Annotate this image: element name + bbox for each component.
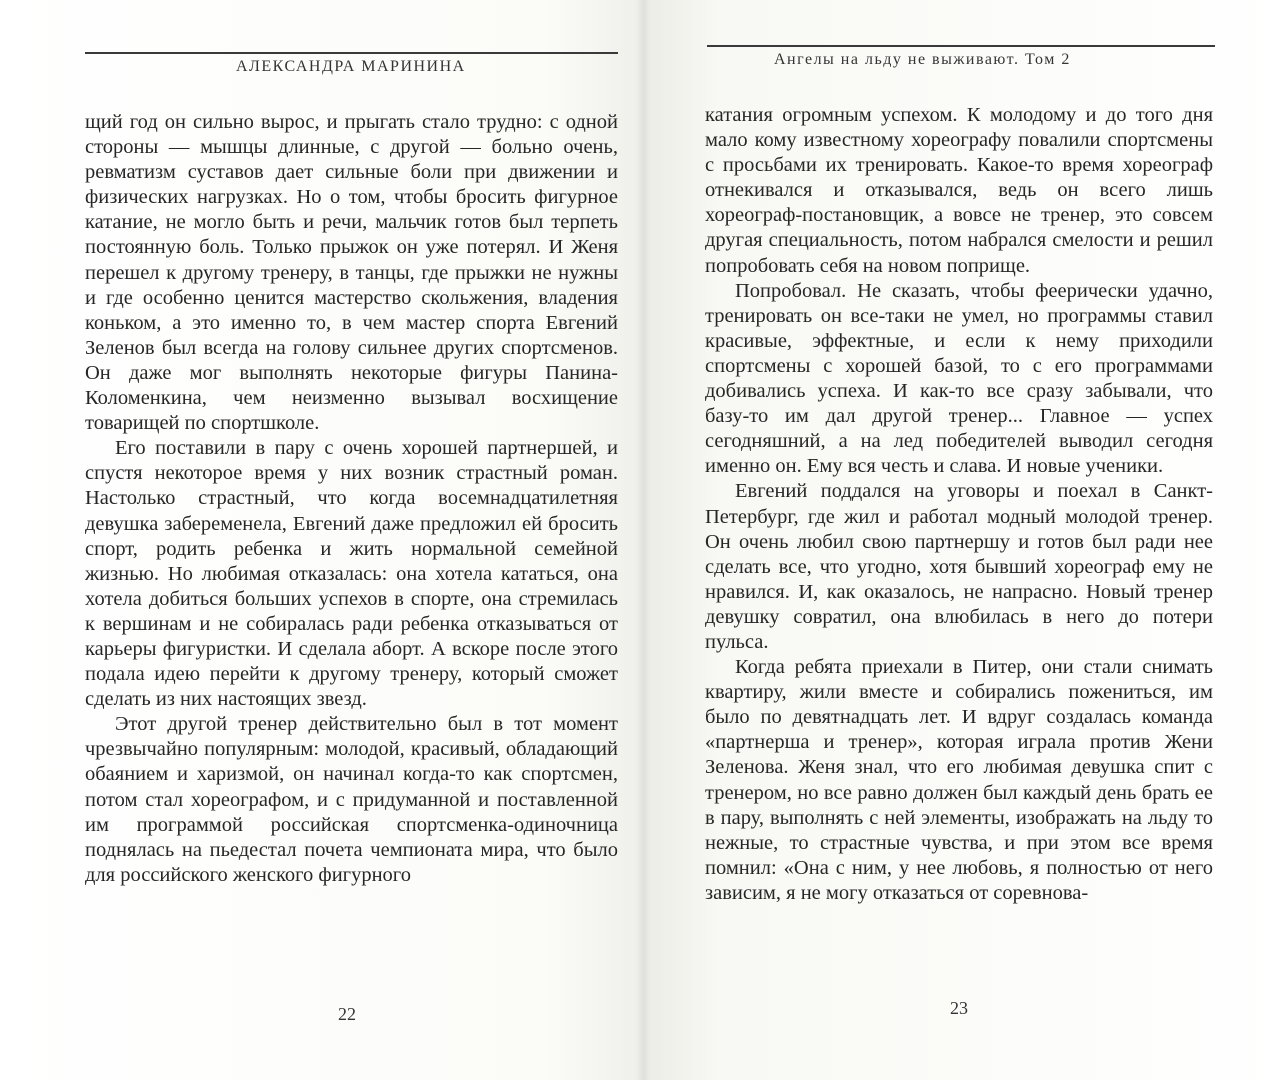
left-paragraph-3: Этот другой тренер действительно был в тот момент чрезвычайно популярным: молодой, красивый, обладающий обаянием и харизмой, он начинал когда-то как спортсмен, потом стал хореографом, и с придуманной и поставленной им программой российская спортсменка-одиночница поднялась на пьедестал почета чемпионата мира, что было для российского женского фигурного — [85, 713, 618, 886]
right-running-head: Ангелы на льду не выживают. Том 2 — [774, 51, 1071, 68]
right-paragraph-2: Попробовал. Не сказать, чтобы феерически удачно, тренировать он все-таки не умел, но программы ставил красивые, эффектные, и если к нему приходили спортсмены с хорошей базой, то с его программами добивались успеха. И как-то все сразу забывали, что базу-то им дал другой тренер... Главное — успех сегодняшний, а на лед победителей выводил сегодня именно он. Ему вся честь и слава. И новые ученики. — [705, 279, 1213, 478]
left-page-text — [85, 110, 618, 888]
right-page-text — [705, 103, 1213, 906]
right-page-number: 23 — [950, 998, 968, 1018]
right-paragraph-1: катания огромным успехом. К молодому и до того дня мало кому известному хореографу повалили спортсмены с просьбами их тренировать. Какое-то время хореограф отнекивался и отказывался, ведь он всего лишь хореограф-постановщик, а вовсе не тренер, это совсем другая специальность, потом набрался смелости и решил попробовать себя на новом поприще. — [705, 104, 1213, 277]
left-running-head: АЛЕКСАНДРА МАРИНИНА — [236, 58, 466, 75]
left-paragraph-2: Его поставили в пару с очень хорошей партнершей, и спустя некоторое время у них возник страстный роман. Настолько страстный, что когда восемнадцатилетняя девушка забеременела, Евгений даже предложил ей бросить спорт, родить ребенка и жить нормальной семейной жизнью. Но любимая отказалась: она хотела кататься, она хотела добиться больших успехов в спорте, она стремилась к вершинам и не собиралась ради ребенка отказываться от карьеры фигуристки. И сделала аборт. А вскоре после этого подала идею перейти к другому тренеру, который сможет сделать из них настоящих звезд. — [85, 437, 618, 711]
book-gutter — [636, 0, 650, 1080]
right-paragraph-4: Когда ребята приехали в Питер, они стали снимать квартиру, жили вместе и собирались пожениться, им было по девятнадцать лет. И вдруг создалась команда «партнерша и тренер», которая играла против Жени Зеленова. Женя знал, что его любимая девушка спит с тренером, но все равно должен был каждый день брать ее в пару, выполнять с ней элементы, изображать на льду то нежные, то страстные чувства, и при этом все время помнил: «Она с ним, у нее любовь, я полностью от него зависим, я не могу отказаться от соревнова- — [705, 656, 1213, 904]
right-paragraph-3: Евгений поддался на уговоры и поехал в Санкт-Петербург, где жил и работал модный молодой тренер. Он очень любил свою партнершу и готов был ради нее сделать все, что угодно, хотя бывший хореограф ему не нравился. И, как оказалось, не напрасно. Новый тренер девушку совратил, она влюбилась в него до потери пульса. — [705, 480, 1213, 653]
left-page-number: 22 — [338, 1004, 356, 1024]
left-paragraph-1: щий год он сильно вырос, и прыгать стало трудно: с одной стороны — мышцы длинные, с другой — больно очень, ревматизм суставов дает сильные боли при движении и физических нагрузках. Но о том, чтобы бросить фигурное катание, не могло быть и речи, мальчик готов был терпеть постоянную боль. Только прыжок он уже потерял. И Женя перешел к другому тренеру, в танцы, где прыжки не нужны и где особенно ценится мастерство скольжения, владения коньком, а это именно то, в чем мастер спорта Евгений Зеленов был всегда на голову сильнее других спортсменов. Он даже мог выполнять некоторые фигуры Панина-Коломенкина, чем неизменно вызывал восхищение товарищей по спортшколе. — [85, 111, 618, 435]
right-page — [643, 0, 1285, 1080]
left-header-rule — [85, 52, 618, 54]
right-header-rule — [707, 45, 1215, 47]
